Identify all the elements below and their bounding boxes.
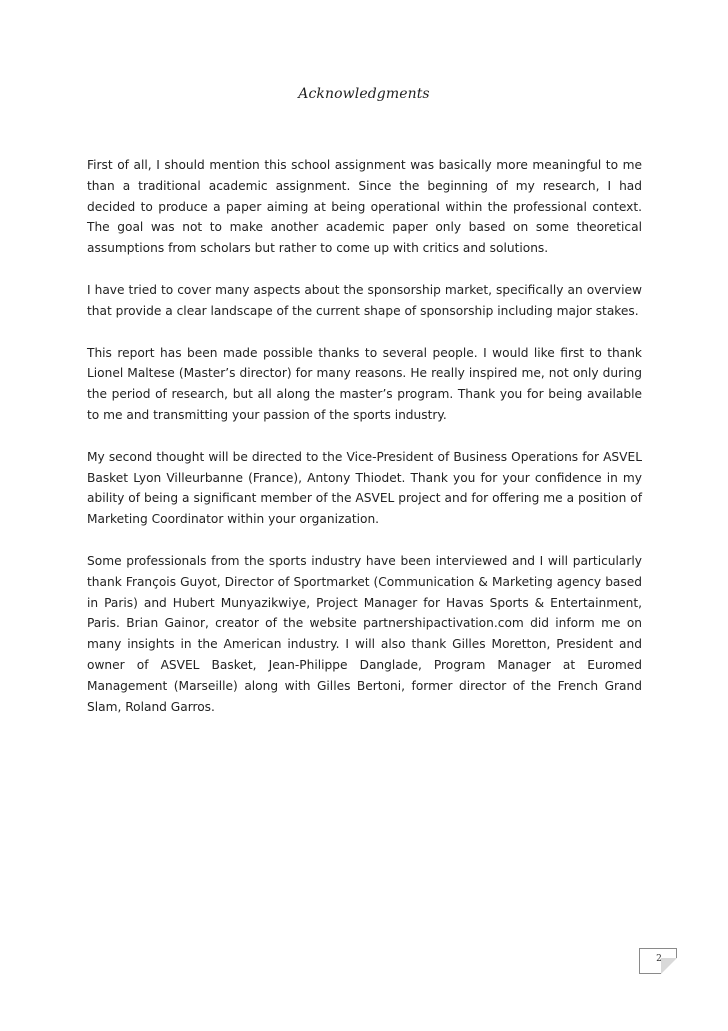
page-number: 2 — [656, 954, 662, 964]
paragraph-1: First of all, I should mention this school assignment was basically more meaningful to me than a traditional academic assignment. Since the beginning of my research, I had decided to produce a paper aiming at being operational within the professional context. The goal was not to make another academic paper only based on some theoretical assumptions from scholars but rather to come up with critics and solutions. — [87, 158, 642, 256]
page-title: Acknowledgments — [298, 86, 430, 102]
paragraph-5: Some professionals from the sports industry have been interviewed and I will particularly thank François Guyot, Director of Sportmarket (Communication & Marketing agency based in Paris) and Hubert Munyazikwiye, Project Manager for Havas Sports & Entertainment, Paris. Brian Gainor, creator of the website partnershipactivation.com did inform me on many insights in the American industry. I will also thank Gilles Moretton, President and owner of ASVEL Basket, Jean-Philippe Danglade, Program Manager at Euromed Management (Marseille) along with Gilles Bertoni, former director of the French Grand Slam, Roland Garros. — [87, 553, 642, 714]
paragraph-3: This report has been made possible thanks to several people. I would like first to thank Lionel Maltese (Master’s director) for many reasons. He really inspired me, not only during the period of research, but all along the master’s program. Thank you for being available to me and transmitting your passion of the sports industry. — [87, 345, 642, 422]
page-number-box — [639, 948, 677, 974]
paragraph-2: I have tried to cover many aspects about the sponsorship market, specifically an overview that provide a clear landscape of the current shape of sponsorship including major stakes. — [87, 282, 642, 318]
paragraph-4: My second thought will be directed to the Vice-President of Business Operations for ASVEL Basket Lyon Villeurbanne (France), Antony Thiodet. Thank you for your confidence in my ability of being a significant member of the ASVEL project and for offering me a position of Marketing Coordinator within your organization. — [87, 449, 642, 527]
body-text — [87, 155, 642, 738]
